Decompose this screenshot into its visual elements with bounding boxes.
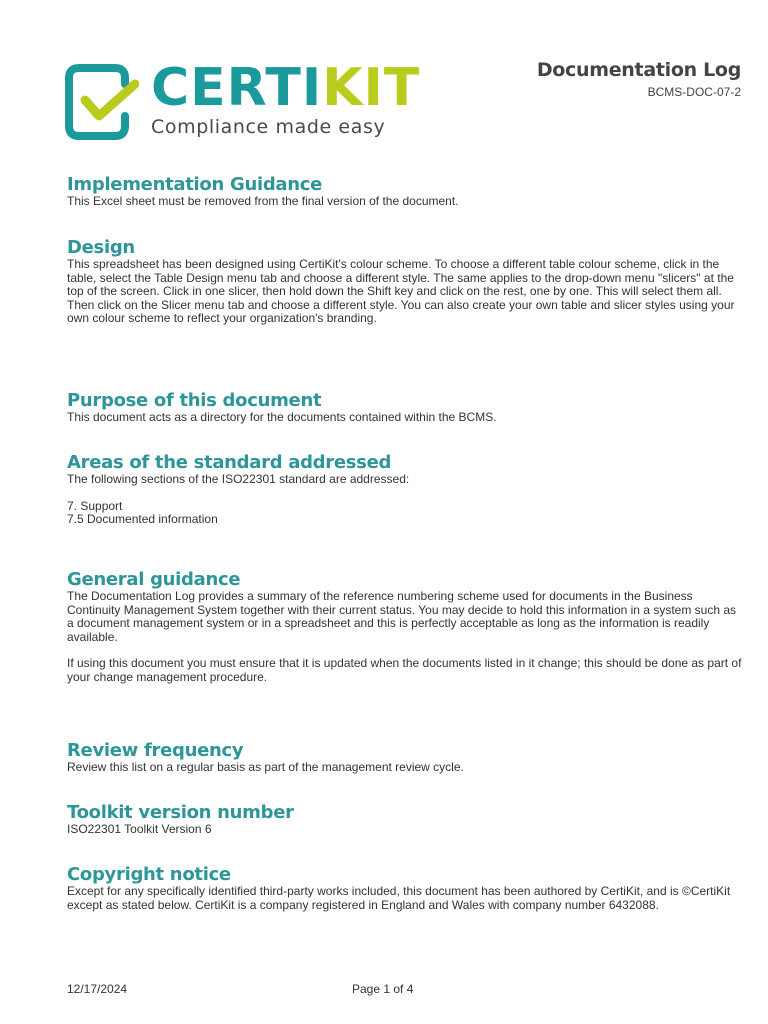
section-areas-of-standard <box>67 453 743 527</box>
document-reference: BCMS-DOC-07-2 <box>647 85 741 99</box>
list-item: 7. Support <box>67 498 123 513</box>
section-body: This spreadsheet has been designed using CertiKit's colour scheme. To choose a different table colour scheme, click in the table, select the Table Design menu tab and choose a different style. The same applies to the drop-down menu "slicers" at the top of the screen. Click in one slicer, then hold down the Shift key and click on the rest, one by one. This will select them all. Then click on the Slicer menu tab and choose a different style. You can also create your own table and slicer styles using your own colour scheme to reflect your organization's branding. <box>67 257 735 326</box>
section-heading: General guidance <box>67 569 241 590</box>
section-body-1: The Documentation Log provides a summary of the reference numbering scheme used for documents in the Business Continuity Management System together with their current status. You may decide to hold this information in a system such as a document management system or in a spreadsheet and this is perfectly acceptable as long as the information is readily available. <box>67 589 737 644</box>
section-heading: Copyright notice <box>67 864 231 885</box>
footer-page-number: Page 1 of 4 <box>352 982 414 996</box>
section-intro: The following sections of the ISO22301 standard are addressed: <box>67 472 410 486</box>
section-copyright-notice <box>67 865 743 912</box>
document-title: Documentation Log <box>536 59 741 81</box>
section-review-frequency <box>67 741 743 775</box>
logo-wordmark <box>151 58 420 118</box>
section-heading: Review frequency <box>67 740 244 761</box>
checkbox-check-icon <box>65 64 139 140</box>
section-purpose <box>67 391 743 425</box>
section-heading: Areas of the standard addressed <box>67 452 392 473</box>
section-body: This Excel sheet must be removed from the final version of the document. <box>67 194 459 208</box>
certikit-logo <box>65 58 421 144</box>
section-heading: Toolkit version number <box>67 802 294 823</box>
footer-date: 12/17/2024 <box>67 982 128 996</box>
logo-wordmark-part1: CERTI <box>151 58 323 118</box>
section-toolkit-version <box>67 803 743 837</box>
section-implementation-guidance <box>67 175 743 209</box>
section-body: Review this list on a regular basis as part of the management review cycle. <box>67 760 464 774</box>
section-design <box>67 238 743 326</box>
section-heading: Purpose of this document <box>67 390 322 411</box>
section-heading: Implementation Guidance <box>67 174 323 195</box>
section-heading: Design <box>67 237 135 258</box>
section-general-guidance <box>67 570 743 685</box>
logo-wordmark-part2: KIT <box>322 58 421 118</box>
logo-tagline: Compliance made easy <box>151 116 386 138</box>
section-body: Except for any specifically identified third-party works included, this document has been authored by CertiKit, and is ©CertiKit except as stated below. CertiKit is a company registered in England and Wales with company number 6432088. <box>67 884 731 912</box>
list-item: 7.5 Documented information <box>67 512 218 527</box>
section-body: This document acts as a directory for the documents contained within the BCMS. <box>67 410 497 424</box>
section-body-2: If using this document you must ensure that it is updated when the documents listed in it change; this should be done as part of your change management procedure. <box>67 656 742 684</box>
section-body: ISO22301 Toolkit Version 6 <box>67 822 212 836</box>
